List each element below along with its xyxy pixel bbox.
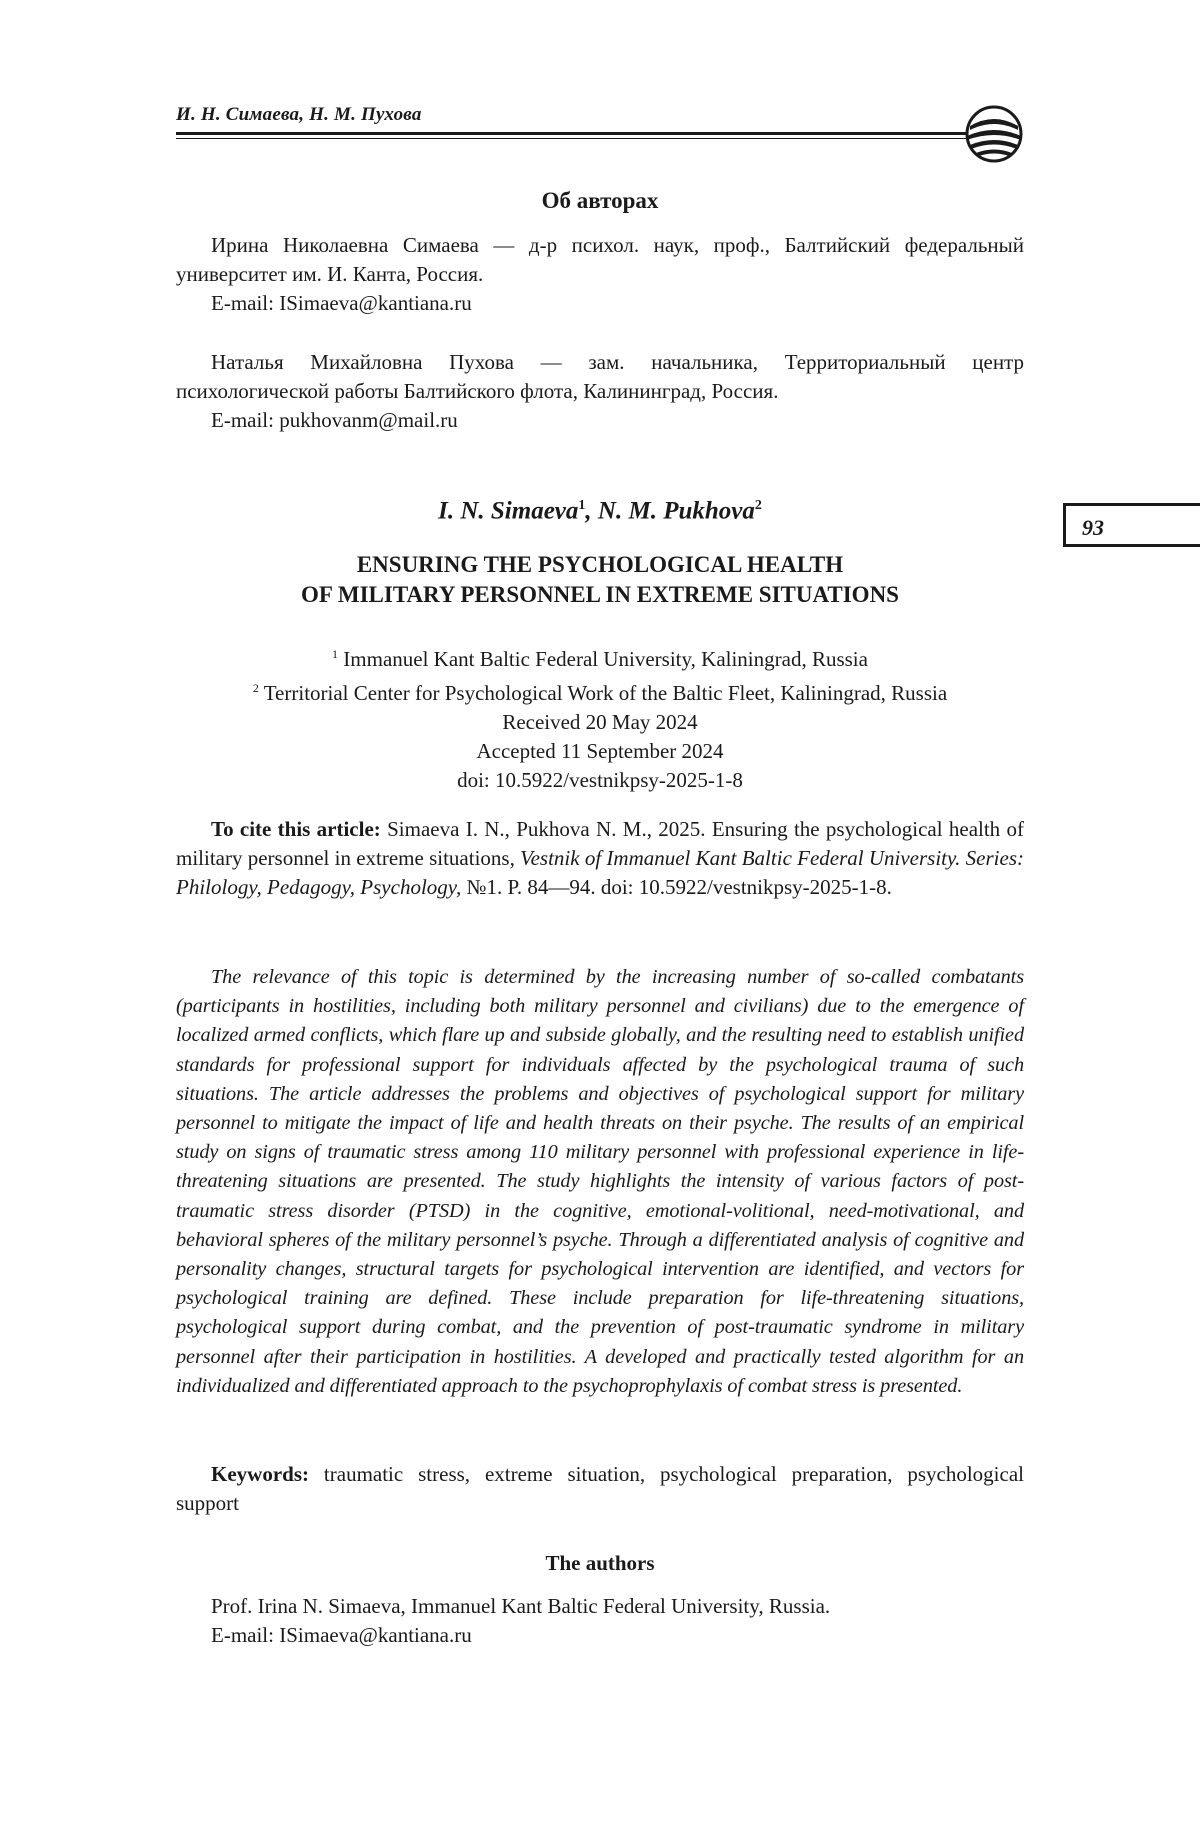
- author-1-sup: 1: [578, 498, 586, 513]
- author-info-en: [176, 1592, 1024, 1650]
- article-authors: [176, 491, 1024, 525]
- citation-journal: Vestnik of Immanuel Kant Baltic Federal University. Series: Philology, Pedagogy, Psychology,: [176, 846, 1024, 899]
- header-rule: [176, 132, 966, 135]
- author-2-name: N. M. Pukhova: [597, 497, 755, 525]
- about-authors-heading: Об авторах: [541, 188, 659, 213]
- citation-tail: №1. P. 84—94. doi: 10.5922/vestnikpsy-2025-1-8.: [461, 875, 892, 899]
- citation: [176, 815, 1024, 902]
- accepted-date: Accepted 11 September 2024: [476, 739, 724, 763]
- affiliation-1-num: 1: [332, 647, 339, 661]
- keywords: [176, 1460, 1024, 1518]
- authors-heading-en: The authors: [545, 1551, 655, 1575]
- doi: doi: 10.5922/vestnikpsy-2025-1-8: [457, 768, 743, 792]
- keywords-label: Keywords:: [211, 1462, 309, 1486]
- author-info-ru-2: [176, 348, 1024, 435]
- running-head: И. Н. Симаева, Н. М. Пухова: [176, 104, 422, 125]
- author-ru-2-line: Наталья Михайловна Пухова — зам. начальника, Территориальный центр психологической работы Балтийского флота, Калининград, Россия.: [176, 350, 1024, 403]
- journal-logo-icon: [962, 104, 1026, 164]
- keywords-text: traumatic stress, extreme situation, psychological preparation, psychological support: [176, 1462, 1024, 1515]
- citation-label: To cite this article:: [211, 817, 381, 841]
- author-ru-2-email: E-mail: pukhovanm@mail.ru: [211, 408, 458, 432]
- author-1-name: I. N. Simaeva: [438, 497, 579, 525]
- author-ru-1-line: Ирина Николаевна Симаева — д-р психол. наук, проф., Балтийский федеральный университет им. И. Канта, Россия.: [176, 233, 1024, 286]
- page-number-tab: [1063, 503, 1200, 547]
- affiliation-1: $^1$ Immanuel Kant Baltic Federal University, Kaliningrad, Russia: [332, 647, 868, 671]
- affiliations: [176, 640, 1024, 795]
- title-line-2: OF MILITARY PERSONNEL IN EXTREME SITUATIONS: [301, 582, 899, 607]
- author-en-email: E-mail: ISimaeva@kantiana.ru: [211, 1623, 472, 1647]
- author-separator: ,: [585, 497, 598, 525]
- author-ru-1-email: E-mail: ISimaeva@kantiana.ru: [211, 291, 472, 315]
- page-number: 93: [1082, 515, 1104, 540]
- title-line-1: ENSURING THE PSYCHOLOGICAL HEALTH: [356, 552, 844, 577]
- affiliation-2: $^2$ Territorial Center for Psychological Work of the Baltic Fleet, Kaliningrad, Russia: [252, 681, 948, 705]
- citation-text: Simaeva I. N., Pukhova N. M., 2025. Ensuring the psychological health of military personnel in extreme situations,: [176, 817, 1024, 870]
- author-info-ru-1: [176, 231, 1024, 318]
- abstract: The relevance of this topic is determined by the increasing number of so-called combatants (participants in hostilities, including both military personnel and civilians) due to the emergence of localized armed conflicts, which flare up and subside globally, and the resulting need to establish unified standards for professional support for individuals affected by the psychological trauma of such situations. The article addresses the problems and objectives of psychological support for military personnel to mitigate the impact of life and health threats on their psyche. The results of an empirical study on signs of traumatic stress among 110 military personnel with professional experience in life-threatening situations are presented. The study highlights the intensity of various factors of post-traumatic stress disorder (PTSD) in the cognitive, emotional-volitional, need-motivational, and behavioral spheres of the military personnel’s psyche. Through a differentiated analysis of cognitive and personality changes, structural targets for psychological intervention are identified, and vectors for psychological training are defined. These include preparation for life-threatening situations, psychological support during combat, and the prevention of post-traumatic syndrome in military personnel after their participation in hostilities. A developed and practically tested algorithm for an individualized and differentiated approach to the psychoprophylaxis of combat stress is presented.: [176, 966, 1024, 1397]
- affiliation-2-num: 2: [252, 681, 259, 695]
- author-en-line: Prof. Irina N. Simaeva, Immanuel Kant Baltic Federal University, Russia.: [211, 1594, 831, 1618]
- article-title: [176, 550, 1024, 610]
- author-2-sup: 2: [754, 498, 762, 513]
- received-date: Received 20 May 2024: [502, 710, 698, 734]
- header-rule-thin: [176, 138, 966, 139]
